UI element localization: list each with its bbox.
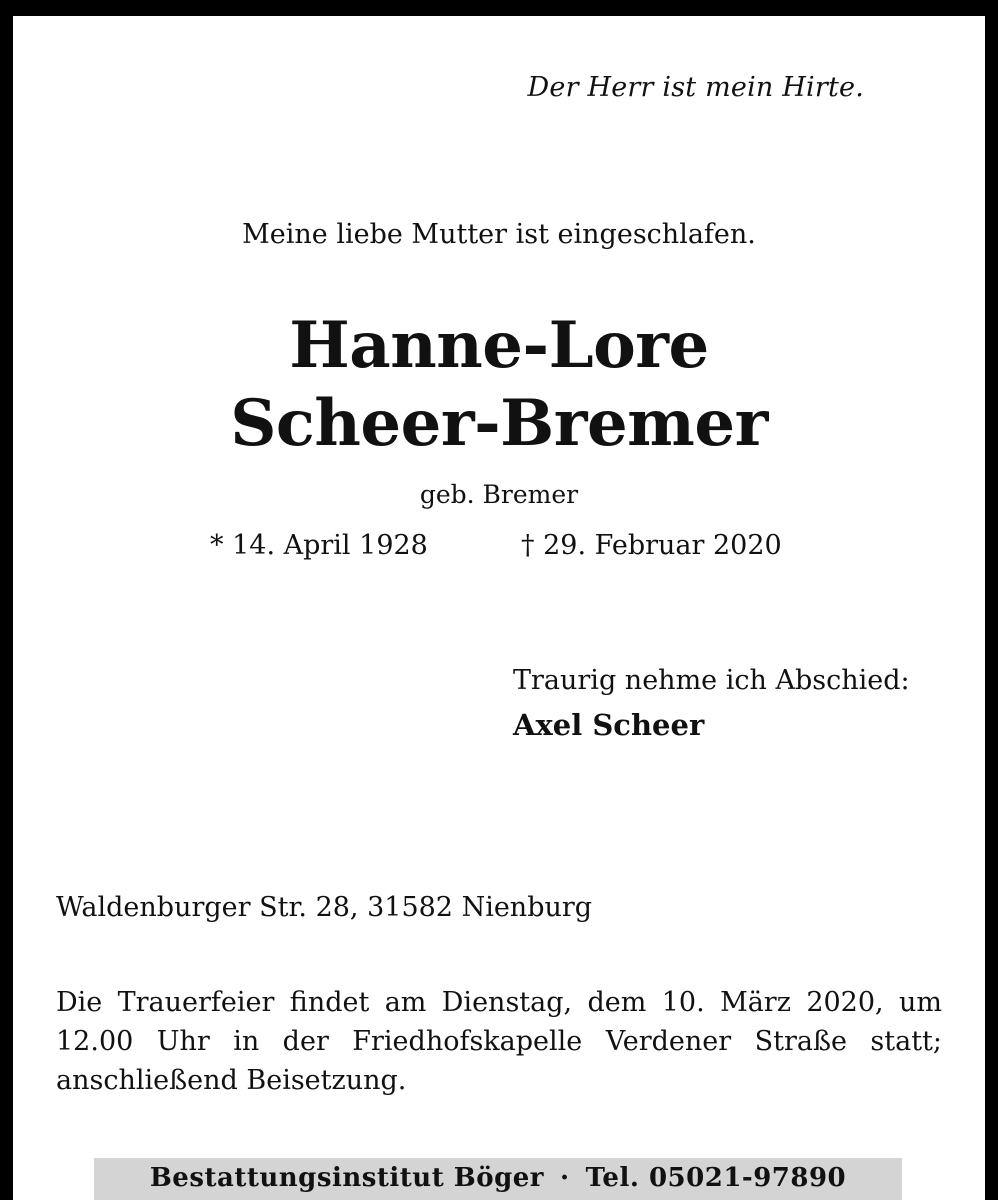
- separator-dot: ·: [560, 1163, 570, 1193]
- funeral-home-name: Bestattungsinstitut Böger: [149, 1163, 544, 1193]
- last-name: Scheer-Bremer: [230, 386, 768, 461]
- mourner-name: Axel Scheer: [513, 708, 705, 742]
- motto: Der Herr ist mein Hirte.: [527, 72, 864, 103]
- birth-date: * 14. April 1928: [210, 530, 428, 561]
- service-info: Die Trauerfeier findet am Dienstag, dem 10. März 2020, um 12.00 Uhr in der Friedhofskapelle Verdener Straße statt; anschließend Beisetzung.: [56, 987, 942, 1096]
- intro-text: Meine liebe Mutter ist eingeschlafen.: [242, 219, 756, 250]
- deceased-name: [0, 307, 998, 463]
- funeral-home-bar: [94, 1158, 902, 1200]
- first-name: Hanne-Lore: [289, 308, 709, 383]
- address: Waldenburger Str. 28, 31582 Nienburg: [56, 892, 593, 923]
- death-date: † 29. Februar 2020: [521, 530, 782, 561]
- farewell-text: Traurig nehme ich Abschied:: [513, 665, 910, 696]
- funeral-home-phone: Tel. 05021-97890: [585, 1163, 847, 1193]
- maiden-name: geb. Bremer: [419, 480, 579, 509]
